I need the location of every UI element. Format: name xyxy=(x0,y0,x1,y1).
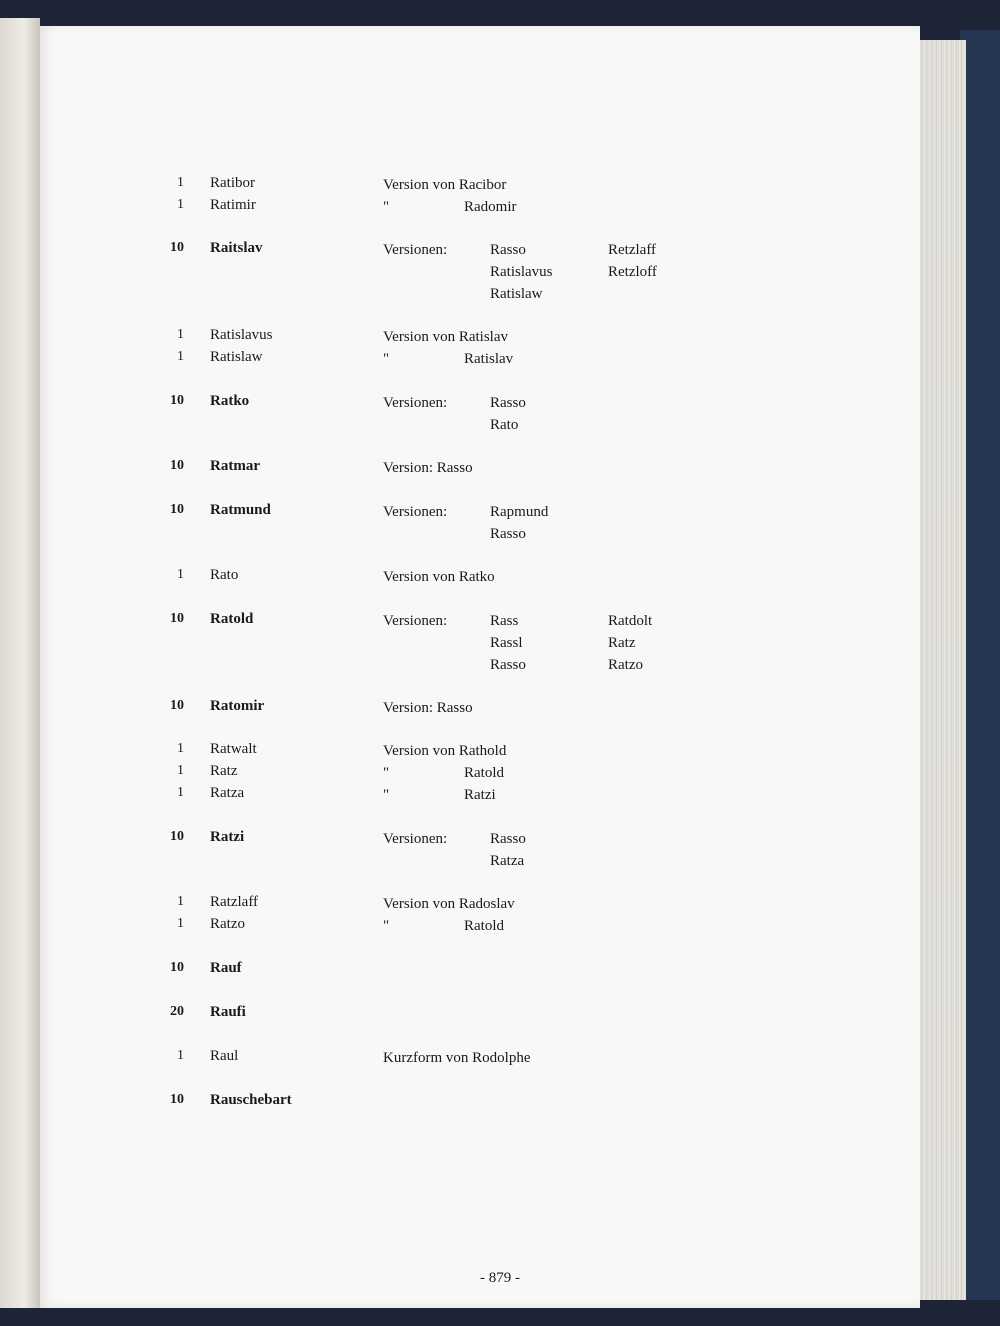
entry-variant: Ratza xyxy=(490,853,525,869)
entry-frequency: 10 xyxy=(170,611,184,626)
entry-name: Ratzlaff xyxy=(210,894,259,910)
entry-variant: Rasso xyxy=(490,242,526,258)
entry-name: Raul xyxy=(210,1048,239,1064)
entry-frequency: 10 xyxy=(170,698,184,713)
entry-frequency: 1 xyxy=(177,349,184,364)
entry-variant: Ratislav xyxy=(464,351,514,367)
entry-name: Ratzi xyxy=(210,829,245,845)
entry-row xyxy=(40,741,900,763)
entry-frequency: 1 xyxy=(177,1048,184,1063)
entry-name: Ratzo xyxy=(210,916,245,932)
entry-variant: Ratislavus xyxy=(490,264,553,280)
entry-frequency: 1 xyxy=(177,894,184,909)
entry-variant: Ratold xyxy=(464,765,504,781)
entry-name: Ratmund xyxy=(210,502,271,518)
entry-alternate: Retzlaff xyxy=(608,242,657,258)
entry-description: " xyxy=(383,199,390,215)
entry-variant: Rapmund xyxy=(490,504,549,520)
dictionary-page xyxy=(40,26,920,1308)
entry-frequency: 1 xyxy=(177,741,184,756)
entry-row xyxy=(40,829,900,869)
entry-name: Ratibor xyxy=(210,175,255,191)
entry-row xyxy=(40,197,900,219)
entry-name: Ratold xyxy=(210,611,254,627)
entry-variant: Radomir xyxy=(464,199,517,215)
entry-variant: Rassl xyxy=(490,635,523,651)
entry-frequency: 10 xyxy=(170,393,184,408)
entry-name: Rauf xyxy=(210,960,242,976)
entry-description: Versionen: xyxy=(383,504,448,520)
entry-row xyxy=(40,502,900,542)
entry-frequency: 10 xyxy=(170,240,184,255)
entry-variant: Rasso xyxy=(490,657,526,673)
entry-row xyxy=(40,1004,900,1026)
entry-description: Version: Rasso xyxy=(383,460,473,476)
entry-frequency: 20 xyxy=(170,1004,184,1019)
entry-frequency: 10 xyxy=(170,829,184,844)
entry-row xyxy=(40,349,900,371)
entry-name: Ratimir xyxy=(210,197,256,213)
entry-row xyxy=(40,916,900,938)
entry-frequency: 1 xyxy=(177,785,184,800)
entry-description: Version von Ratislav xyxy=(383,329,508,345)
entry-row xyxy=(40,327,900,349)
entry-description: " xyxy=(383,918,390,934)
book-cover-edge xyxy=(960,30,1000,1300)
entry-alternate: Ratzo xyxy=(608,657,643,673)
entry-frequency: 10 xyxy=(170,1092,184,1107)
entry-row xyxy=(40,894,900,916)
entry-row xyxy=(40,698,900,720)
entry-row xyxy=(40,240,900,302)
entry-name: Ratislaw xyxy=(210,349,263,365)
entry-description: Version von Radoslav xyxy=(383,896,515,912)
page-stack-edges xyxy=(918,40,966,1300)
entry-frequency: 1 xyxy=(177,763,184,778)
entry-row xyxy=(40,611,900,673)
entry-variant: Ratold xyxy=(464,918,504,934)
entry-description: " xyxy=(383,765,390,781)
entry-name: Ratz xyxy=(210,763,238,779)
entry-variant: Ratislaw xyxy=(490,286,543,302)
entry-alternate: Ratdolt xyxy=(608,613,653,629)
left-page-edge xyxy=(0,18,40,1308)
entry-name: Raitslav xyxy=(210,240,263,256)
entry-frequency: 1 xyxy=(177,916,184,931)
entry-description: Kurzform von Rodolphe xyxy=(383,1050,531,1066)
entry-description: Versionen: xyxy=(383,613,448,629)
page-number: - 879 - xyxy=(480,1270,520,1286)
entry-row xyxy=(40,1092,900,1114)
entry-row xyxy=(40,458,900,480)
entry-frequency: 1 xyxy=(177,197,184,212)
entry-variant: Rass xyxy=(490,613,519,629)
entry-variant: Rato xyxy=(490,417,519,433)
entry-variant: Ratzi xyxy=(464,787,496,803)
entry-name: Rauschebart xyxy=(210,1092,292,1108)
entry-frequency: 10 xyxy=(170,458,184,473)
entry-row xyxy=(40,175,900,197)
entry-row xyxy=(40,960,900,982)
entry-row xyxy=(40,1048,900,1070)
entry-alternate: Ratz xyxy=(608,635,636,651)
entry-description: Version von Rathold xyxy=(383,743,507,759)
entry-description: Version von Racibor xyxy=(383,177,507,193)
entry-description: Versionen: xyxy=(383,395,448,411)
entry-row xyxy=(40,763,900,785)
entry-description: Versionen: xyxy=(383,242,448,258)
entry-name: Raufi xyxy=(210,1004,246,1020)
entry-name: Ratko xyxy=(210,393,250,409)
entry-frequency: 1 xyxy=(177,327,184,342)
entry-row xyxy=(40,393,900,433)
entry-variant: Rasso xyxy=(490,831,526,847)
entry-frequency: 1 xyxy=(177,567,184,582)
entry-frequency: 1 xyxy=(177,175,184,190)
entry-name: Rato xyxy=(210,567,239,583)
entry-alternate: Retzloff xyxy=(608,264,657,280)
entry-frequency: 10 xyxy=(170,502,184,517)
entry-description: " xyxy=(383,787,390,803)
entry-frequency: 10 xyxy=(170,960,184,975)
entry-row xyxy=(40,567,900,589)
entry-description: " xyxy=(383,351,390,367)
entry-description: Version von Ratko xyxy=(383,569,495,585)
entry-description: Versionen: xyxy=(383,831,448,847)
entry-row xyxy=(40,785,900,807)
entry-name: Ratislavus xyxy=(210,327,273,343)
entry-description: Version: Rasso xyxy=(383,700,473,716)
entry-name: Ratwalt xyxy=(210,741,257,757)
entry-name: Ratza xyxy=(210,785,245,801)
entry-variant: Rasso xyxy=(490,526,526,542)
entry-name: Ratomir xyxy=(210,698,265,714)
entry-name: Ratmar xyxy=(210,458,260,474)
entry-variant: Rasso xyxy=(490,395,526,411)
